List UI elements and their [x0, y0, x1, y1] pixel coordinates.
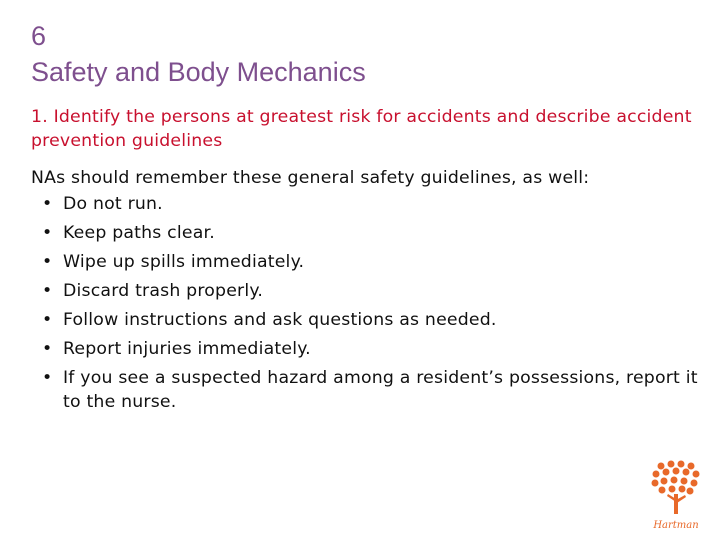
list-item: • Report injuries immediately. — [42, 339, 311, 359]
slide-body — [31, 164, 701, 419]
bullet-icon: • — [42, 310, 53, 330]
learning-objective: 1. Identify the persons at greatest risk for accidents and describe accident prevention guidelines — [31, 107, 692, 151]
intro-text: NAs should remember these general safety guidelines, as well: — [31, 168, 590, 188]
bullet-icon: • — [42, 252, 53, 272]
bullet-icon: • — [42, 223, 53, 243]
chapter-number: 6 — [31, 21, 47, 51]
logo-text: Hartman — [653, 520, 699, 531]
bullet-icon: • — [42, 281, 53, 301]
bullet-icon: • — [42, 339, 53, 359]
list-item: • Follow instructions and ask questions as needed. — [42, 310, 497, 330]
heart-tree-icon — [652, 461, 700, 515]
list-item: • If you see a suspected hazard among a resident’s possessions, report it to the nurse. — [42, 368, 698, 412]
list-item: • Do not run. — [42, 194, 163, 214]
list-item: • Wipe up spills immediately. — [42, 252, 305, 272]
slide-title — [31, 18, 366, 90]
guideline-list — [31, 192, 701, 414]
hartman-logo — [645, 458, 707, 532]
bullet-icon: • — [42, 194, 53, 214]
bullet-icon: • — [42, 368, 53, 388]
list-item: • Discard trash properly. — [42, 281, 264, 301]
chapter-title: Safety and Body Mechanics — [31, 57, 366, 87]
list-item: • Keep paths clear. — [42, 223, 215, 243]
